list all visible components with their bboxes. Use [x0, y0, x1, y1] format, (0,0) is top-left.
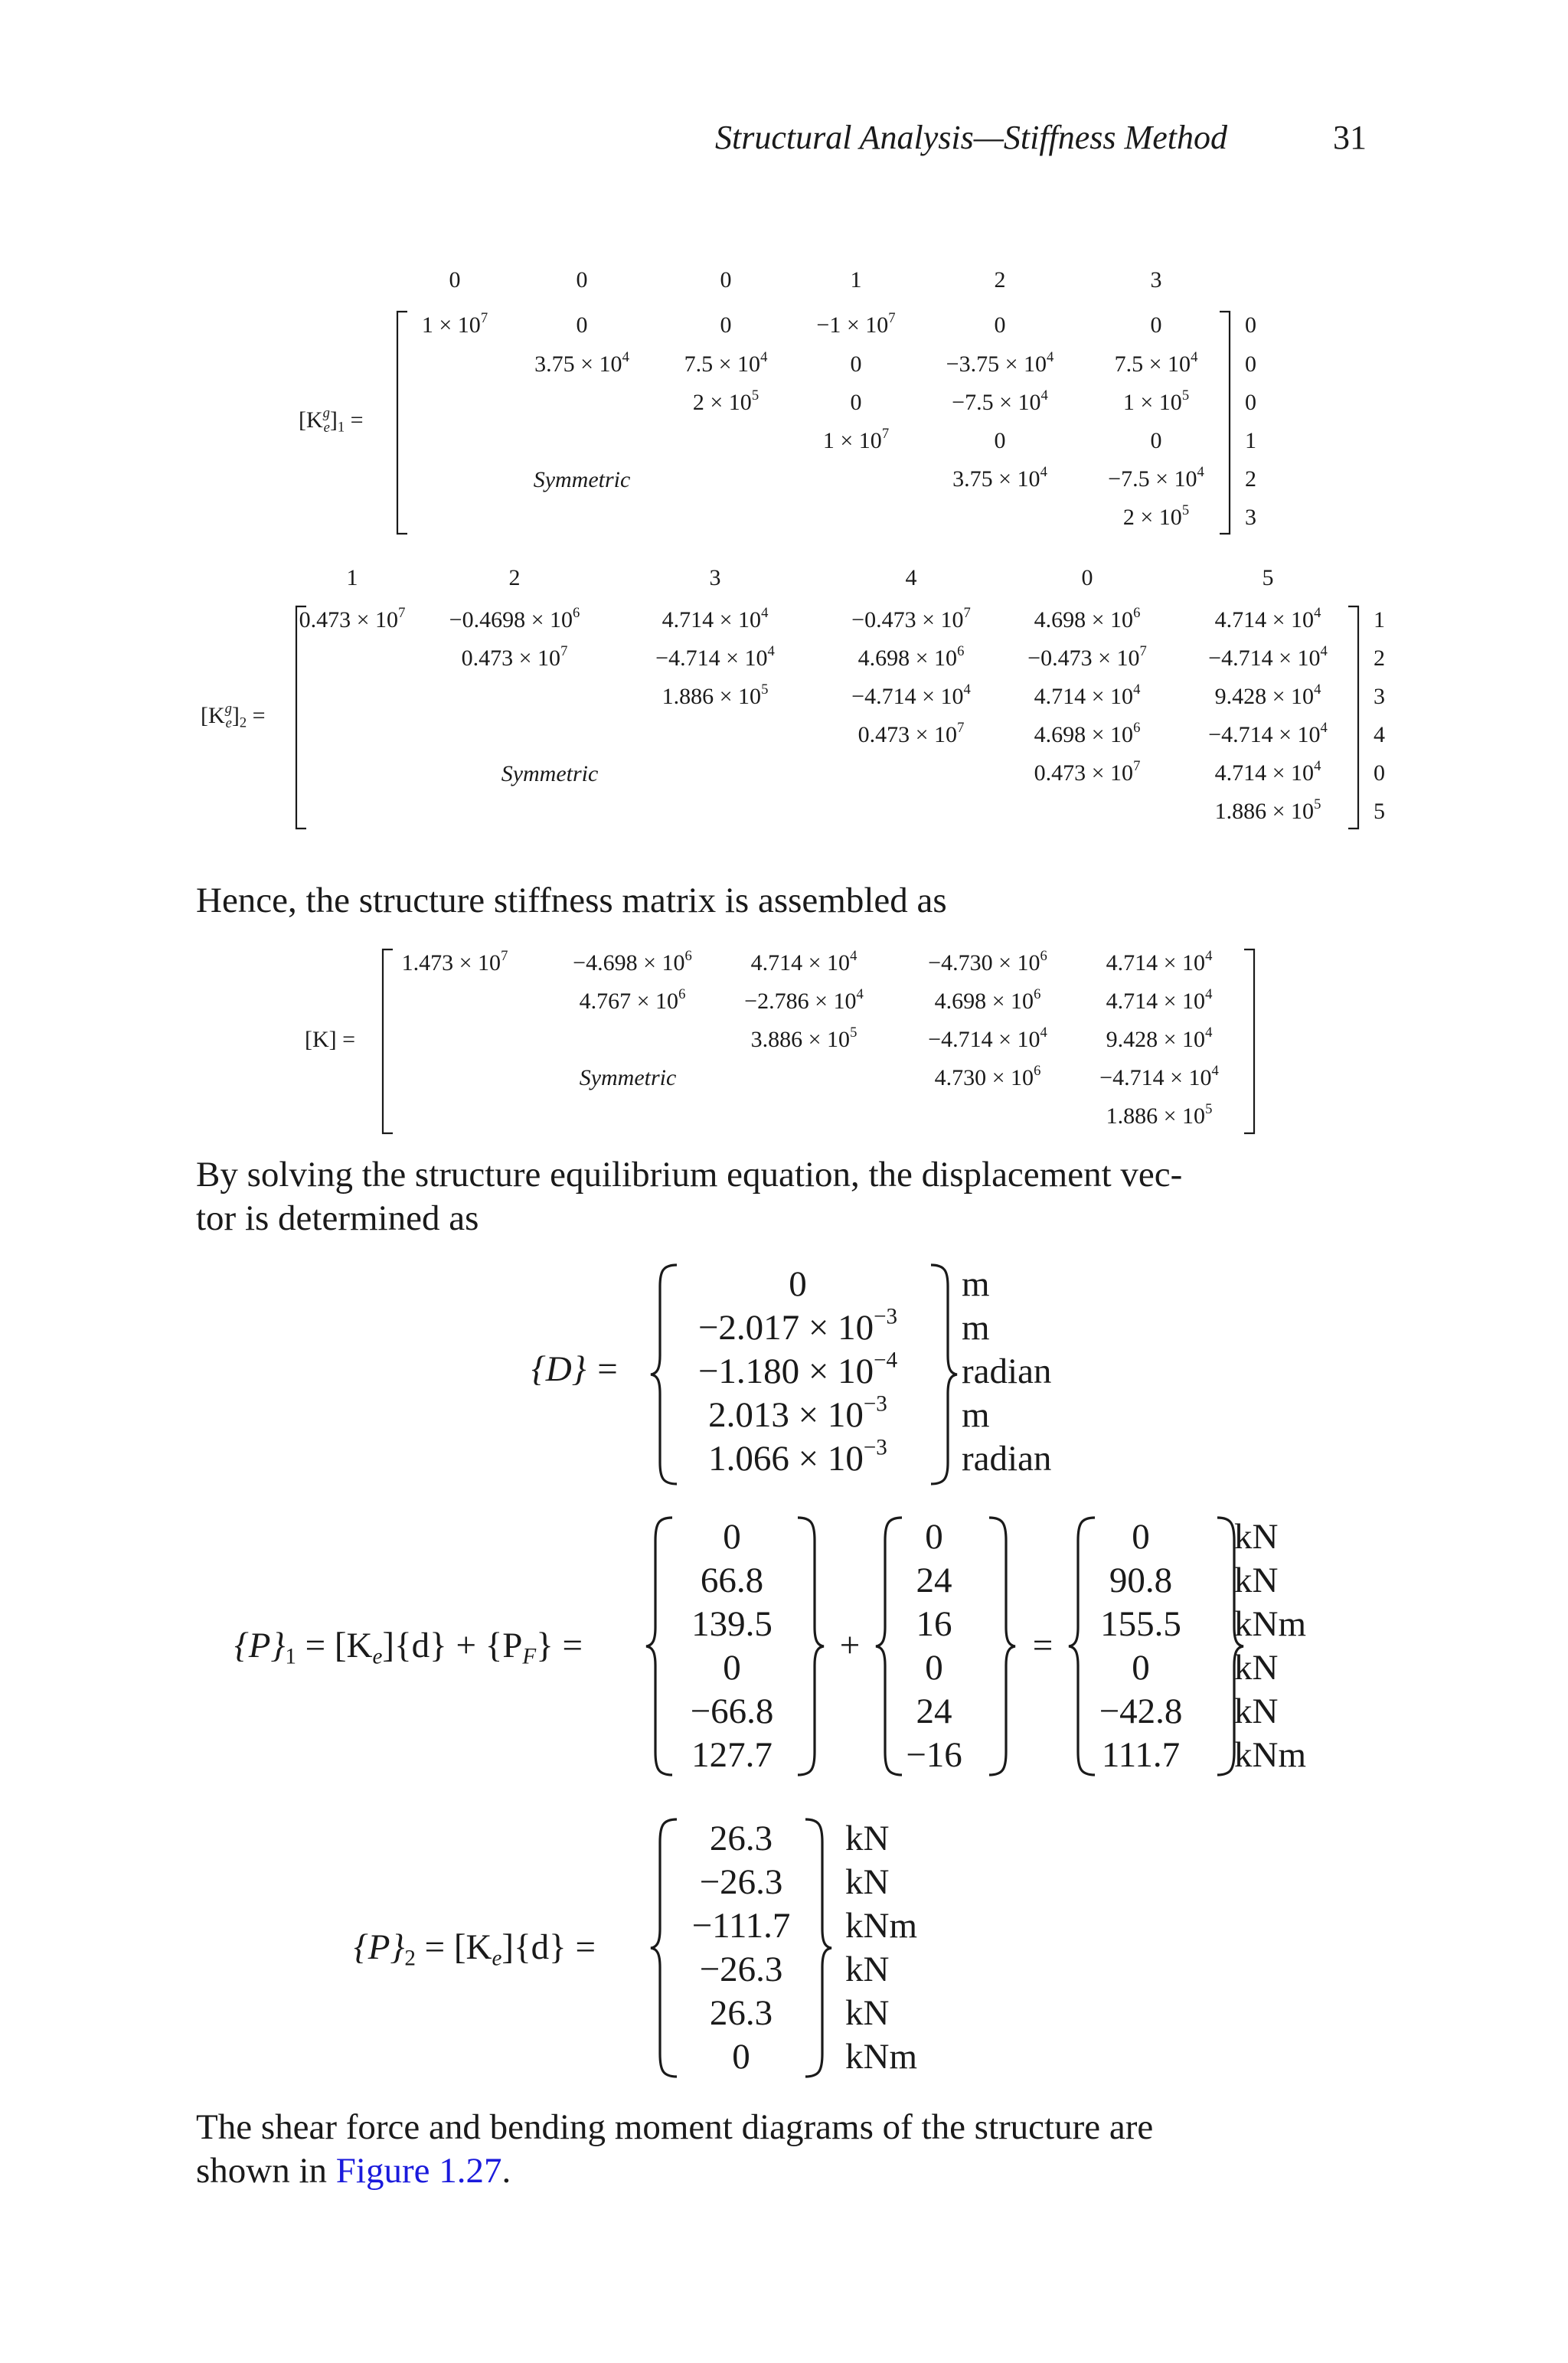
d-unit: radian — [962, 1439, 1052, 1479]
ke1-cell: $3.75 \times 10^4$ — [952, 463, 1047, 492]
ke1-cell: 0 — [850, 390, 862, 415]
p1-v3-value: 90.8 — [1109, 1561, 1173, 1600]
d-value: $1.066 \times 10^{-3}$ — [708, 1435, 887, 1479]
d-value: $2.013 \times 10^{-3}$ — [708, 1391, 887, 1435]
k-right-bracket — [1242, 948, 1257, 1135]
d-unit: m — [962, 1395, 990, 1435]
p1-v1-value: 66.8 — [700, 1561, 764, 1600]
p1-unit: kN — [1234, 1517, 1279, 1557]
p1-unit: kN — [1234, 1691, 1279, 1731]
k-cell: $4.767 \times 10^6$ — [579, 985, 686, 1014]
ke2-cell: $-4.714 \times 10^4$ — [1208, 719, 1328, 747]
ke1-left-bracket — [395, 310, 410, 535]
ke1-col-label: 0 — [720, 267, 732, 293]
ke1-cell: $1 \times 10^7$ — [822, 425, 890, 453]
p1-v1-value: 0 — [723, 1648, 741, 1688]
ke2-cell: $0.473 \times 10^7$ — [1034, 757, 1141, 786]
plus-sign: + — [839, 1626, 861, 1665]
k-label: [K] = — [305, 1027, 356, 1052]
para-diagrams-line2: shown in Figure 1.27. — [196, 2151, 511, 2191]
p2-label: $\{P\}_2 = [K_e]\{d\}$ = — [354, 1927, 596, 1971]
p1-v1-value: −66.8 — [690, 1691, 774, 1731]
p1-v1-left-brace — [643, 1516, 677, 1776]
ke1-row-label: 1 — [1245, 428, 1256, 453]
ke2-col-label: 1 — [346, 565, 358, 590]
p1-v2-right-brace — [985, 1516, 1018, 1776]
ke2-cell: $0.473 \times 10^7$ — [858, 719, 965, 747]
ke1-cell: $-7.5 \times 10^4$ — [952, 387, 1048, 415]
ke1-row-label: 0 — [1245, 312, 1256, 338]
p2-unit: kN — [845, 1819, 890, 1858]
ke1-col-label: 2 — [994, 267, 1006, 293]
ke2-cell: $1.886 \times 10^5$ — [662, 681, 769, 709]
p2-value: −111.7 — [691, 1906, 791, 1946]
k-cell: $4.714 \times 10^4$ — [1106, 947, 1213, 976]
ke1-cell: 0 — [994, 428, 1006, 453]
ke1-cell: $2 \times 10^5$ — [1122, 502, 1190, 530]
p2-unit: kN — [845, 1950, 890, 1989]
p2-value: 26.3 — [709, 1819, 773, 1858]
ke1-cell: $1 \times 10^5$ — [1122, 387, 1190, 415]
ke2-cell: $4.698 \times 10^6$ — [1034, 719, 1141, 747]
ke1-cell: 0 — [720, 312, 732, 338]
p1-v3-value: 0 — [1132, 1648, 1150, 1688]
k-cell: $1.886 \times 10^5$ — [1106, 1100, 1213, 1129]
page-number: 31 — [1333, 119, 1367, 156]
ke2-cell: $4.698 \times 10^6$ — [1034, 604, 1141, 632]
ke2-row-label: 5 — [1374, 799, 1385, 824]
p1-v1-right-brace — [793, 1516, 827, 1776]
ke2-left-bracket — [294, 605, 309, 830]
ke2-cell: $-4.714 \times 10^4$ — [851, 681, 971, 709]
ke1-label: $[K^g_e]_1$ = — [299, 404, 364, 436]
ke1-right-bracket — [1217, 310, 1233, 535]
ke2-cell: $-0.473 \times 10^7$ — [851, 604, 971, 632]
p1-v1-value: 0 — [723, 1517, 741, 1557]
ke2-cell: $1.886 \times 10^5$ — [1214, 796, 1321, 824]
p2-value: −26.3 — [699, 1950, 783, 1989]
k-left-bracket — [381, 948, 396, 1135]
k-cell: $4.714 \times 10^4$ — [1106, 985, 1213, 1014]
ke1-col-label: 1 — [850, 267, 862, 293]
ke2-col-label: 5 — [1262, 565, 1274, 590]
ke1-cell: 0 — [1150, 428, 1162, 453]
ke1-row-label: 2 — [1245, 466, 1256, 492]
ke2-row-label: 0 — [1374, 760, 1385, 786]
ke1-symmetric-label: Symmetric — [533, 467, 631, 492]
p1-unit: kNm — [1234, 1735, 1306, 1775]
ke1-cell: $3.75 \times 10^4$ — [534, 348, 629, 377]
k-cell: $-4.730 \times 10^6$ — [928, 947, 1047, 976]
ke1-cell: $7.5 \times 10^4$ — [1114, 348, 1198, 377]
running-head: Structural Analysis—Stiffness Method — [715, 119, 1227, 156]
ke2-symmetric-label: Symmetric — [501, 761, 599, 786]
ke2-cell: $9.428 \times 10^4$ — [1214, 681, 1321, 709]
ke1-cell: 0 — [576, 312, 588, 338]
ke1-cell: $-1 \times 10^7$ — [816, 309, 896, 338]
ke2-row-label: 3 — [1374, 684, 1385, 709]
k-cell: $-4.714 \times 10^4$ — [928, 1024, 1047, 1052]
p1-v2-value: 0 — [925, 1517, 943, 1557]
ke2-col-label: 4 — [905, 565, 917, 590]
p1-v2-value: 24 — [916, 1691, 952, 1731]
ke1-cell: $-7.5 \times 10^4$ — [1108, 463, 1204, 492]
p1-v3-value: −42.8 — [1099, 1691, 1183, 1731]
ke2-row-label: 4 — [1374, 722, 1385, 747]
p1-v2-value: 24 — [916, 1561, 952, 1600]
p2-unit: kNm — [845, 1906, 917, 1946]
k-cell: $-4.714 \times 10^4$ — [1099, 1062, 1219, 1090]
ke2-col-label: 3 — [709, 565, 721, 590]
d-unit: m — [962, 1264, 990, 1304]
ke2-cell: $0.473 \times 10^7$ — [461, 642, 568, 671]
ke1-cell: $1 \times 10^7$ — [421, 309, 488, 338]
ke1-cell: 0 — [994, 312, 1006, 338]
d-left-brace — [648, 1263, 681, 1485]
p1-v3-value: 111.7 — [1101, 1735, 1181, 1775]
ke2-cell: $4.714 \times 10^4$ — [1214, 757, 1321, 786]
ke1-row-label: 0 — [1245, 390, 1256, 415]
para-assembly: Hence, the structure stiffness matrix is assembled as — [196, 881, 947, 920]
k-cell: $1.473 \times 10^7$ — [401, 947, 508, 976]
ke1-row-label: 3 — [1245, 505, 1256, 530]
k-cell: $3.886 \times 10^5$ — [750, 1024, 858, 1052]
p1-unit: kNm — [1234, 1604, 1306, 1644]
para-diagrams-line1: The shear force and bending moment diagrams of the structure are — [196, 2107, 1154, 2147]
p1-unit: kN — [1234, 1648, 1279, 1688]
ke2-col-label: 0 — [1081, 565, 1093, 590]
ke2-row-label: 1 — [1374, 607, 1385, 632]
ke2-cell: $-4.714 \times 10^4$ — [1208, 642, 1328, 671]
ke2-cell: $4.714 \times 10^4$ — [1214, 604, 1321, 632]
p2-value: 0 — [732, 2037, 750, 2077]
p1-v3-value: 155.5 — [1100, 1604, 1181, 1644]
p1-v1-value: 139.5 — [691, 1604, 773, 1644]
ke2-right-bracket — [1346, 605, 1361, 830]
d-value: $-2.017 \times 10^{-3}$ — [697, 1304, 898, 1348]
ke2-cell: $0.473 \times 10^7$ — [299, 604, 406, 632]
equals-sign: = — [1032, 1626, 1054, 1665]
ke1-col-label: 0 — [576, 267, 588, 293]
p2-value: 26.3 — [709, 1993, 773, 2033]
ke1-cell: 0 — [1150, 312, 1162, 338]
d-label: {D} = — [531, 1349, 619, 1389]
p2-unit: kN — [845, 1993, 890, 2033]
ke1-col-label: 3 — [1150, 267, 1162, 293]
k-cell: $-2.786 \times 10^4$ — [744, 985, 864, 1014]
p2-unit: kNm — [845, 2037, 917, 2077]
p1-unit: kN — [1234, 1561, 1279, 1600]
p1-v2-value: −16 — [906, 1735, 962, 1775]
para-solve-line1: By solving the structure equilibrium equation, the displacement vec- — [196, 1155, 1183, 1195]
ke2-cell: $-4.714 \times 10^4$ — [655, 642, 775, 671]
p2-value: −26.3 — [699, 1862, 783, 1902]
p1-v1-value: 127.7 — [691, 1735, 773, 1775]
ke1-cell: $2 \times 10^5$ — [692, 387, 760, 415]
d-right-brace — [926, 1263, 960, 1485]
ke2-row-label: 2 — [1374, 645, 1385, 671]
figure-link[interactable]: Figure 1.27 — [335, 2151, 502, 2191]
p1-v2-left-brace — [873, 1516, 906, 1776]
p2-left-brace — [648, 1818, 681, 2078]
ke2-cell: $-0.473 \times 10^7$ — [1027, 642, 1147, 671]
ke1-col-label: 0 — [449, 267, 461, 293]
k-cell: $9.428 \times 10^4$ — [1106, 1024, 1213, 1052]
ke1-cell: $7.5 \times 10^4$ — [684, 348, 768, 377]
p1-v2-value: 0 — [925, 1648, 943, 1688]
k-symmetric-label: Symmetric — [579, 1065, 677, 1090]
k-cell: $4.698 \times 10^6$ — [934, 985, 1041, 1014]
ke2-cell: $4.714 \times 10^4$ — [1034, 681, 1141, 709]
ke2-cell: $4.698 \times 10^6$ — [858, 642, 965, 671]
d-value: 0 — [789, 1264, 807, 1304]
ke2-col-label: 2 — [508, 565, 521, 590]
ke1-row-label: 0 — [1245, 351, 1256, 377]
d-unit: m — [962, 1308, 990, 1348]
ke2-cell: $4.714 \times 10^4$ — [662, 604, 769, 632]
d-value: $-1.180 \times 10^{-4}$ — [697, 1348, 898, 1391]
d-unit: radian — [962, 1351, 1052, 1391]
ke1-cell: $-3.75 \times 10^4$ — [946, 348, 1054, 377]
p2-right-brace — [801, 1818, 835, 2078]
k-cell: $4.730 \times 10^6$ — [934, 1062, 1041, 1090]
ke1-cell: 0 — [850, 351, 862, 377]
p1-label: $\{P\}_1 = [K_e]\{d\} + \{P_F\}$ = — [234, 1626, 583, 1669]
para-solve-line2: tor is determined as — [196, 1198, 479, 1238]
p1-v2-value: 16 — [916, 1604, 952, 1644]
ke2-label: $[K^g_e]_2$ = — [201, 700, 266, 731]
p2-unit: kN — [845, 1862, 890, 1902]
p1-v3-value: 0 — [1132, 1517, 1150, 1557]
k-cell: $-4.698 \times 10^6$ — [573, 947, 692, 976]
ke2-cell: $-0.4698 \times 10^6$ — [449, 604, 580, 632]
p1-v3-left-brace — [1066, 1516, 1099, 1776]
k-cell: $4.714 \times 10^4$ — [750, 947, 858, 976]
